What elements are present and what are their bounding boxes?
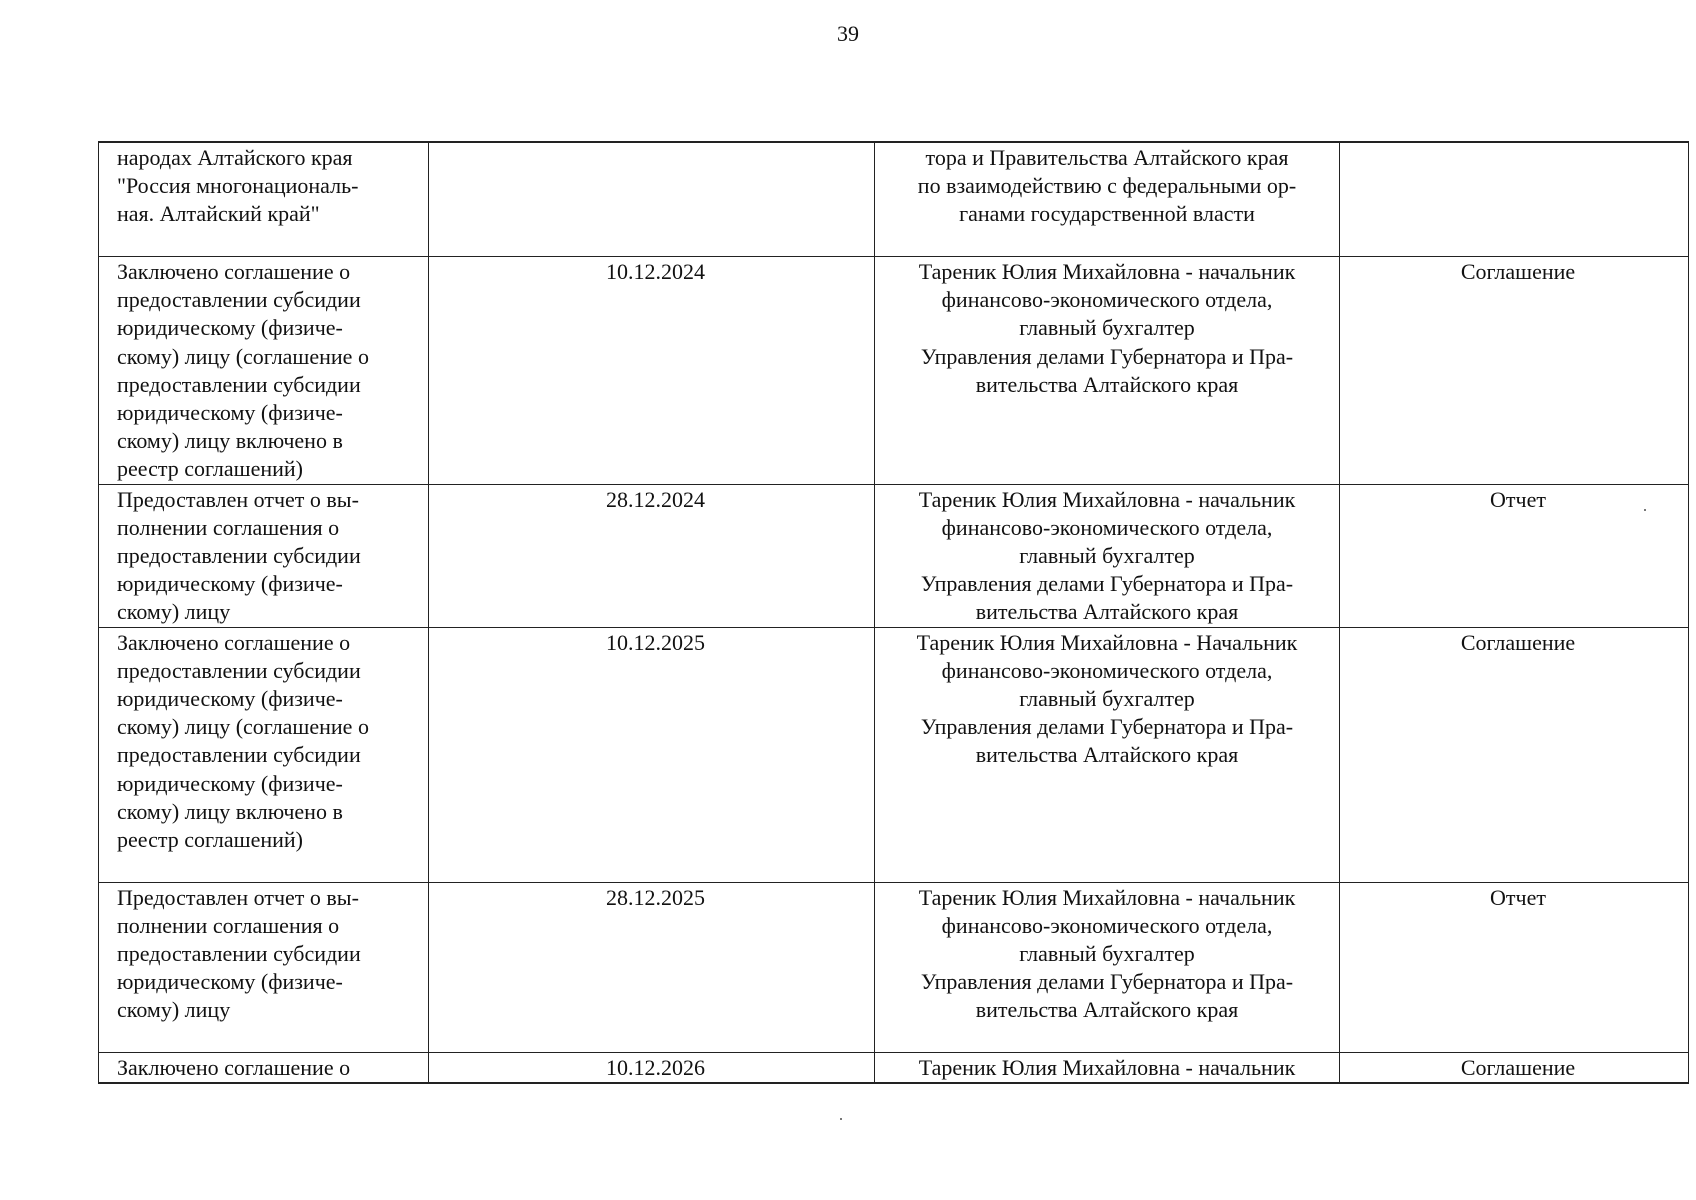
responsible-text: Тареник Юлия Михайловна - начальник финансово-экономического отдела, главный бухгалтер Управления делами Губернатора и Пра- вительства Алтайского края bbox=[918, 259, 1296, 397]
table-row bbox=[99, 484, 1689, 627]
event-text: Заключено соглашение о предоставлении субсидии юридическому (физиче- скому) лицу (соглашение о предоставлении субсидии юридическому (физиче- скому) лицу включено в реестр соглашений) bbox=[117, 629, 369, 853]
responsible-text: Тареник Юлия Михайловна - начальник финансово-экономического отдела, главный бухгалтер Управления делами Губернатора и Пра- вительства Алтайского края bbox=[918, 884, 1296, 1023]
date-text: 28.12.2024 bbox=[606, 486, 705, 512]
date-cell bbox=[429, 142, 875, 257]
date-text: 10.12.2025 bbox=[606, 629, 705, 655]
scan-speck bbox=[1644, 509, 1646, 511]
document-text: Отчет bbox=[1490, 884, 1546, 910]
event-cell bbox=[99, 882, 429, 1052]
responsible-cell bbox=[875, 627, 1340, 882]
responsible-cell bbox=[875, 1052, 1340, 1083]
date-text: 10.12.2026 bbox=[606, 1054, 705, 1080]
table-row bbox=[99, 257, 1689, 485]
document-cell bbox=[1340, 882, 1689, 1052]
document-text: Соглашение bbox=[1460, 259, 1576, 284]
event-cell bbox=[99, 627, 429, 882]
scan-speck bbox=[840, 1118, 842, 1120]
document-cell bbox=[1340, 257, 1689, 485]
responsible-text: Тареник Юлия Михайловна - начальник bbox=[918, 1054, 1296, 1080]
event-text: Заключено соглашение о bbox=[117, 1054, 351, 1080]
document-text: Соглашение bbox=[1460, 1054, 1576, 1080]
event-cell bbox=[99, 1052, 429, 1083]
event-text: Заключено соглашение о предоставлении субсидии юридическому (физиче- скому) лицу (соглашение о предоставлении субсидии юридическому (физиче- скому) лицу включено в реестр соглашений) bbox=[117, 259, 369, 482]
document-cell bbox=[1340, 1052, 1689, 1083]
responsible-cell bbox=[875, 484, 1340, 627]
table-row bbox=[99, 1052, 1689, 1083]
date-cell bbox=[429, 257, 875, 485]
date-cell bbox=[429, 627, 875, 882]
event-text: народах Алтайского края "Россия многонациональ- ная. Алтайский край" bbox=[117, 145, 359, 227]
document-text: Соглашение bbox=[1460, 629, 1576, 655]
date-cell bbox=[429, 484, 875, 627]
event-text: Предоставлен отчет о вы- полнении соглашения о предоставлении субсидии юридическому (физиче- скому) лицу bbox=[117, 884, 361, 1023]
page-number: 39 bbox=[837, 21, 859, 46]
document-cell bbox=[1340, 627, 1689, 882]
responsible-cell bbox=[875, 257, 1340, 485]
responsible-text: тора и Правительства Алтайского края по взаимодействию с федеральными ор- ганами государственной власти bbox=[917, 145, 1297, 227]
table-row bbox=[99, 882, 1689, 1052]
responsible-text: Тареник Юлия Михайловна - Начальник финансово-экономического отдела, главный бухгалтер Управления делами Губернатора и Пра- вительства Алтайского края bbox=[916, 629, 1298, 768]
date-cell bbox=[429, 1052, 875, 1083]
event-cell bbox=[99, 142, 429, 257]
table-row bbox=[99, 627, 1689, 882]
responsible-cell bbox=[875, 882, 1340, 1052]
responsible-text: Тареник Юлия Михайловна - начальник финансово-экономического отдела, главный бухгалтер Управления делами Губернатора и Пра- вительства Алтайского края bbox=[918, 486, 1296, 625]
event-cell bbox=[99, 257, 429, 485]
date-cell bbox=[429, 882, 875, 1052]
event-text: Предоставлен отчет о вы- полнении соглашения о предоставлении субсидии юридическому (физиче- скому) лицу bbox=[117, 486, 361, 625]
table-row bbox=[99, 142, 1689, 257]
document-text: Отчет bbox=[1490, 486, 1546, 512]
date-text: 10.12.2024 bbox=[606, 259, 705, 284]
date-text: 28.12.2025 bbox=[606, 884, 705, 910]
event-cell bbox=[99, 484, 429, 627]
document-cell bbox=[1340, 142, 1689, 257]
events-table bbox=[98, 141, 1689, 1084]
document-cell bbox=[1340, 484, 1689, 627]
responsible-cell bbox=[875, 142, 1340, 257]
